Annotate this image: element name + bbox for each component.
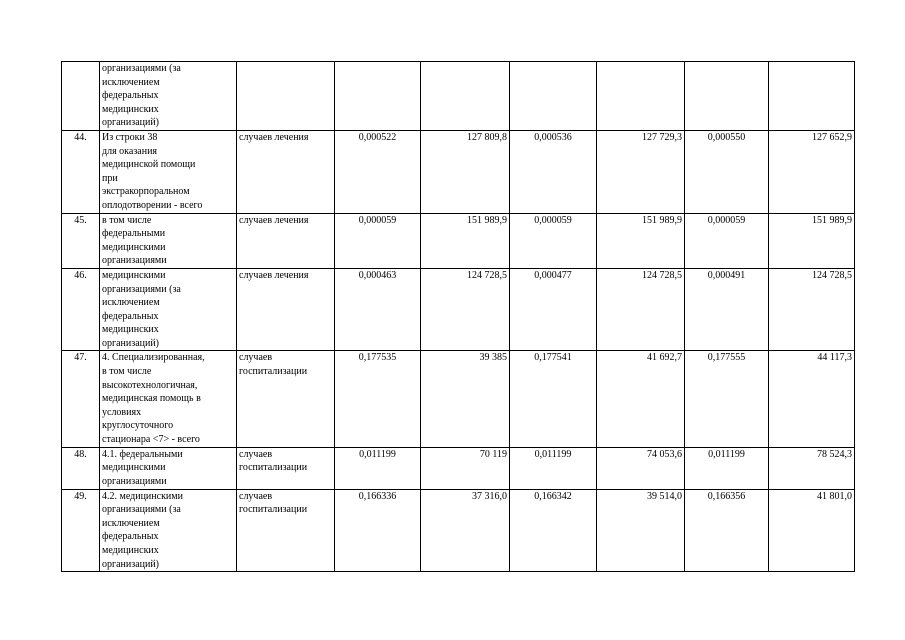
row-number	[62, 62, 100, 131]
table-row	[62, 351, 855, 447]
table-row	[62, 268, 855, 351]
cell-value-2: 127 809,8	[421, 130, 510, 213]
row-number: 47.	[62, 351, 100, 447]
row-unit: случаев госпитализации	[237, 351, 335, 447]
cell-value-2: 70 119	[421, 447, 510, 489]
cell-value-2: 39 385	[421, 351, 510, 447]
cell-value-6: 41 801,0	[769, 489, 855, 572]
cell-value-4: 124 728,5	[597, 268, 685, 351]
cell-value-3: 0,011199	[510, 447, 597, 489]
cell-value-4	[597, 62, 685, 131]
cell-value-5	[685, 62, 769, 131]
cell-value-6: 124 728,5	[769, 268, 855, 351]
cell-value-3: 0,166342	[510, 489, 597, 572]
row-number: 45.	[62, 213, 100, 268]
row-name: 4. Специализированная, в том числе высокотехнологичная, медицинская помощь в условиях круглосуточного стационара <7> - всего	[100, 351, 237, 447]
cell-value-5: 0,166356	[685, 489, 769, 572]
row-unit	[237, 62, 335, 131]
cell-value-6: 151 989,9	[769, 213, 855, 268]
row-number: 44.	[62, 130, 100, 213]
cell-value-3: 0,000536	[510, 130, 597, 213]
cell-value-2: 124 728,5	[421, 268, 510, 351]
cell-value-4: 74 053,6	[597, 447, 685, 489]
row-unit: случаев лечения	[237, 213, 335, 268]
cell-value-2: 151 989,9	[421, 213, 510, 268]
row-name: медицинскими организациями (за исключением федеральных медицинских организаций)	[100, 268, 237, 351]
cell-value-1: 0,177535	[335, 351, 421, 447]
row-name: 4.2. медицинскими организациями (за исключением федеральных медицинских организаций)	[100, 489, 237, 572]
table-row	[62, 447, 855, 489]
row-name: Из строки 38 для оказания медицинской помощи при экстракорпоральном оплодотворении - всего	[100, 130, 237, 213]
cell-value-1: 0,000522	[335, 130, 421, 213]
cell-value-6: 44 117,3	[769, 351, 855, 447]
cell-value-6	[769, 62, 855, 131]
row-name: в том числе федеральными медицинскими организациями	[100, 213, 237, 268]
cell-value-3: 0,000477	[510, 268, 597, 351]
cell-value-3	[510, 62, 597, 131]
cell-value-4: 39 514,0	[597, 489, 685, 572]
cell-value-6: 127 652,9	[769, 130, 855, 213]
table-row	[62, 62, 855, 131]
cell-value-6: 78 524,3	[769, 447, 855, 489]
row-number: 49.	[62, 489, 100, 572]
row-name: 4.1. федеральными медицинскими организациями	[100, 447, 237, 489]
row-unit: случаев госпитализации	[237, 489, 335, 572]
data-table	[61, 61, 855, 572]
cell-value-1: 0,166336	[335, 489, 421, 572]
cell-value-4: 151 989,9	[597, 213, 685, 268]
row-unit: случаев госпитализации	[237, 447, 335, 489]
table-row	[62, 130, 855, 213]
cell-value-3: 0,000059	[510, 213, 597, 268]
cell-value-1: 0,000463	[335, 268, 421, 351]
cell-value-4: 127 729,3	[597, 130, 685, 213]
cell-value-2	[421, 62, 510, 131]
cell-value-2: 37 316,0	[421, 489, 510, 572]
row-unit: случаев лечения	[237, 268, 335, 351]
row-unit: случаев лечения	[237, 130, 335, 213]
cell-value-5: 0,177555	[685, 351, 769, 447]
cell-value-5: 0,000491	[685, 268, 769, 351]
row-number: 48.	[62, 447, 100, 489]
cell-value-4: 41 692,7	[597, 351, 685, 447]
cell-value-1: 0,011199	[335, 447, 421, 489]
table-row	[62, 489, 855, 572]
table-row	[62, 213, 855, 268]
cell-value-5: 0,011199	[685, 447, 769, 489]
cell-value-1: 0,000059	[335, 213, 421, 268]
row-number: 46.	[62, 268, 100, 351]
cell-value-5: 0,000550	[685, 130, 769, 213]
cell-value-1	[335, 62, 421, 131]
cell-value-5: 0,000059	[685, 213, 769, 268]
row-name: организациями (за исключением федеральных медицинских организаций)	[100, 62, 237, 131]
cell-value-3: 0,177541	[510, 351, 597, 447]
